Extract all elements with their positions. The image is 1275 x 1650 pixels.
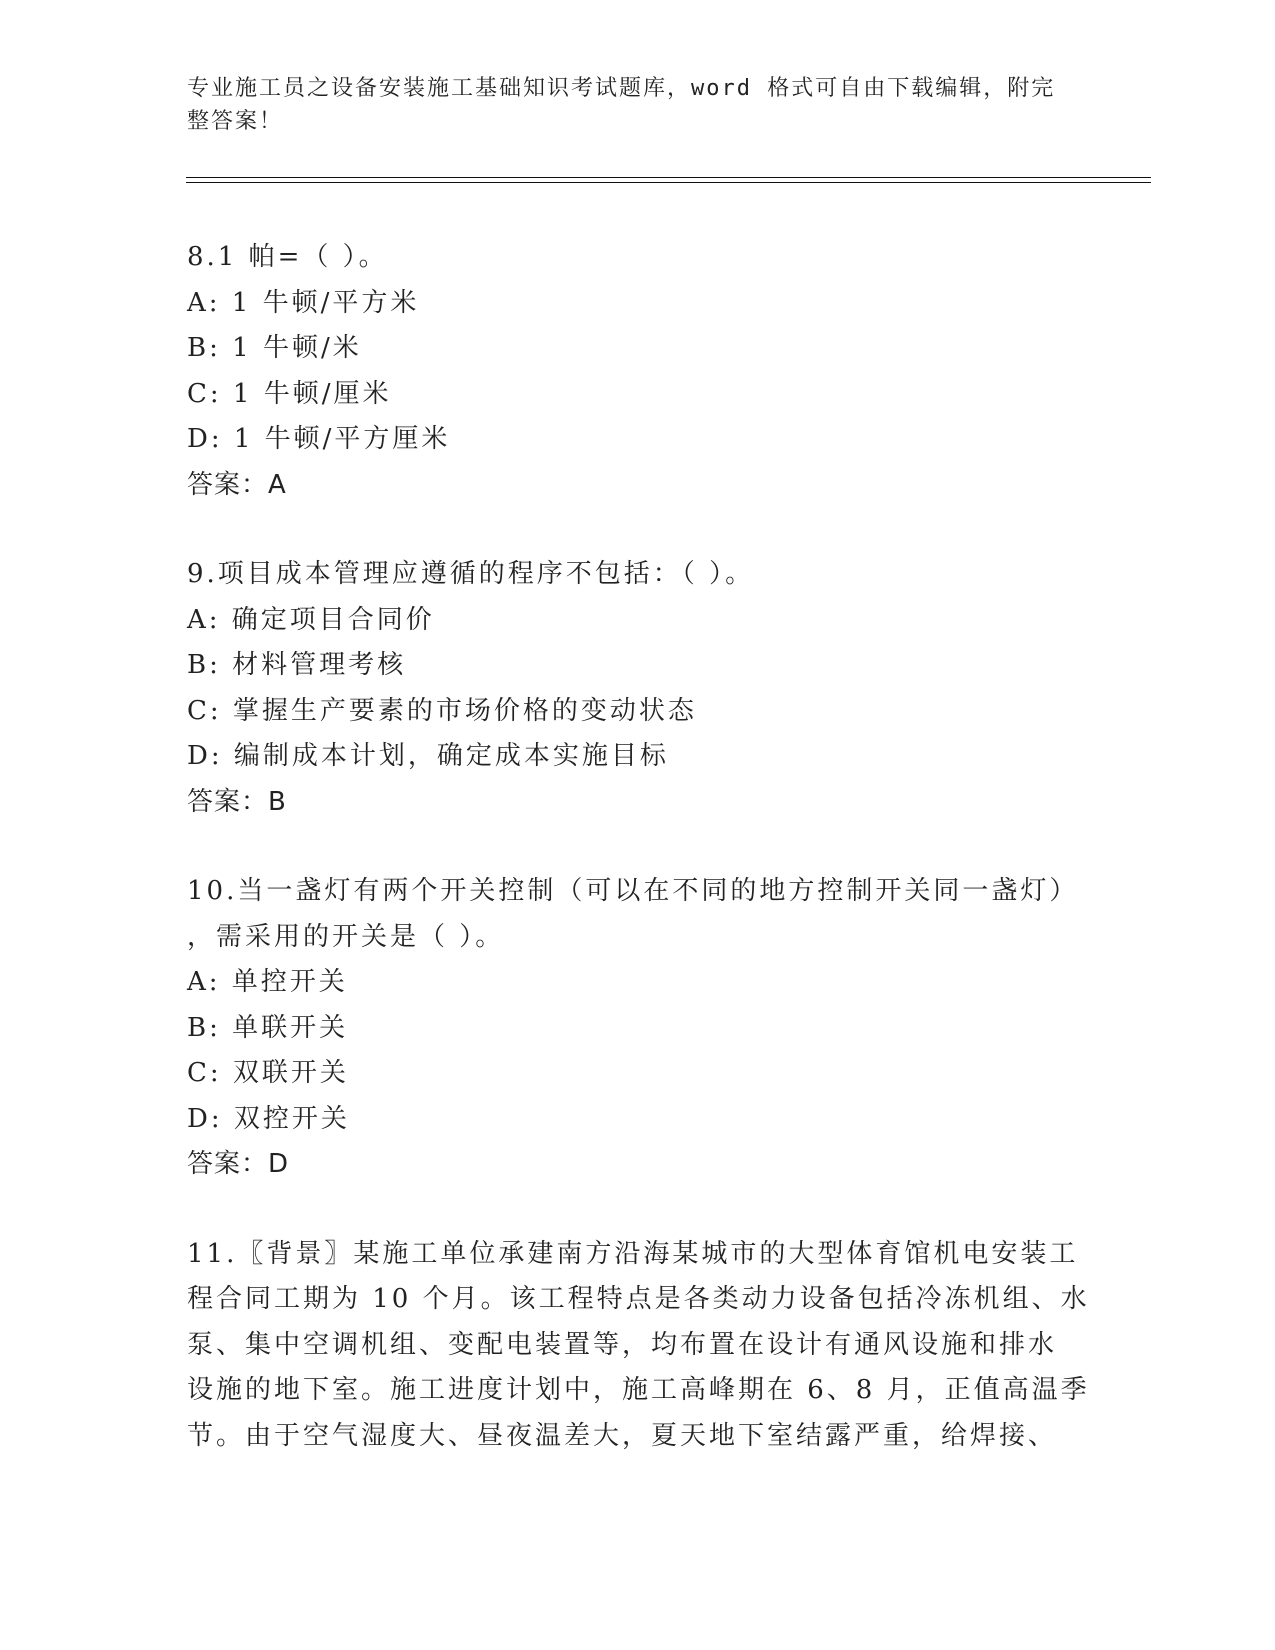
question-stem-line-1: 10.当一盏灯有两个开关控制（可以在不同的地方控制开关同一盏灯） xyxy=(187,876,1079,906)
option-c: C: 1 牛顿/厘米 xyxy=(187,378,392,409)
header-line-2: 整答案！ xyxy=(187,109,284,134)
option-d: D: 1 牛顿/平方厘米 xyxy=(187,424,451,454)
question-stem-line-2: ，需采用的开关是（ ）。 xyxy=(187,921,505,952)
paragraph-line: 程合同工期为 10 个月。该工程特点是各类动力设备包括冷冻机组、水 xyxy=(187,1284,1090,1314)
question-10 xyxy=(187,869,1087,1188)
question-8 xyxy=(187,235,1087,508)
option-d: D: 编制成本计划，确定成本实施目标 xyxy=(187,741,669,771)
question-11 xyxy=(187,1232,1090,1460)
question-9 xyxy=(187,552,1087,825)
header-divider-top xyxy=(186,177,1151,178)
option-b: B: 材料管理考核 xyxy=(187,650,407,680)
spacer xyxy=(187,1188,1087,1232)
question-list xyxy=(187,235,1090,1459)
spacer xyxy=(187,508,1087,552)
option-c: C: 双联开关 xyxy=(187,1058,349,1088)
option-d: D: 双控开关 xyxy=(187,1103,350,1134)
option-c: C: 掌握生产要素的市场价格的变动状态 xyxy=(187,695,697,726)
question-stem: 8.1 帕=（ ）。 xyxy=(187,242,388,272)
header-line-1: 专业施工员之设备安装施工基础知识考试题库，word 格式可自由下载编辑，附完 xyxy=(187,76,1056,101)
answer-label: 答案：A xyxy=(187,469,287,500)
option-a: A: 确定项目合同价 xyxy=(187,604,435,635)
paragraph-line: 11.〖背景〗某施工单位承建南方沿海某城市的大型体育馆机电安装工 xyxy=(187,1238,1079,1269)
question-stem: 9.项目成本管理应遵循的程序不包括：（ ）。 xyxy=(187,559,755,589)
answer-label: 答案：B xyxy=(187,786,287,817)
paragraph-line: 泵、集中空调机组、变配电装置等，均布置在设计有通风设施和排水 xyxy=(187,1329,1058,1360)
option-a: A: 单控开关 xyxy=(187,967,348,997)
spacer xyxy=(187,825,1087,869)
header-divider-bottom xyxy=(186,182,1151,183)
paragraph-line: 设施的地下室。施工进度计划中，施工高峰期在 6、8 月，正值高温季 xyxy=(187,1375,1090,1405)
option-a: A: 1 牛顿/平方米 xyxy=(187,287,420,318)
paragraph-line: 节。由于空气湿度大、昼夜温差大，夏天地下室结露严重，给焊接、 xyxy=(187,1420,1058,1451)
option-b: B: 1 牛顿/米 xyxy=(187,333,362,363)
option-b: B: 单联开关 xyxy=(187,1012,349,1043)
answer-label: 答案：D xyxy=(187,1149,290,1179)
document-header xyxy=(187,72,1067,138)
